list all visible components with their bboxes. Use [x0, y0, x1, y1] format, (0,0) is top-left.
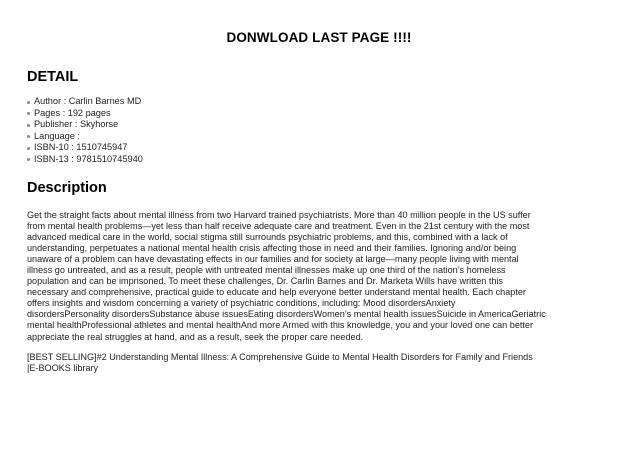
detail-item-author [27, 96, 143, 108]
detail-list [27, 96, 143, 165]
bullet-icon [27, 101, 30, 104]
detail-item-label: Author : Carlin Barnes MD [34, 96, 142, 106]
book-title-footer: [BEST SELLING]#2 Understanding Mental Illness: A Comprehensive Guide to Mental Health Disorders for Family and Friends |E-BOOKS library [27, 352, 533, 374]
page-title: DONWLOAD LAST PAGE !!!! [226, 30, 412, 45]
detail-item-label: Language : [34, 130, 80, 141]
detail-item-label: Pages : 192 pages [34, 107, 111, 118]
detail-item-isbn10 [27, 142, 143, 154]
bullet-icon [27, 135, 30, 138]
detail-item-label: ISBN-13 : 9781510745940 [34, 153, 143, 164]
bullet-icon [27, 158, 30, 161]
detail-item-label: Publisher : Skyhorse [34, 119, 119, 129]
description-heading: Description [27, 180, 107, 196]
bullet-icon [27, 147, 30, 150]
detail-item-label: ISBN-10 : 1510745947 [34, 142, 128, 152]
detail-item-pages [27, 108, 143, 120]
detail-item-publisher [27, 119, 143, 131]
description-body: Get the straight facts about mental illness from two Harvard trained psychiatrists. More than 40 million people in the US suffer from mental health problems—yet less than half receive adequate care and treatment. Even in the 21st century with the most advanced medical care in the world, social stigma still surrounds psychiatric problems, and this, combined with a lack of understanding, perpetuates a national mental health crisis affecting those in need and their families. Ignoring and/or being unaware of a problem can have devastating effects in our families and for society at large—many people living with mental illness go untreated, and as a result, people with untreated mental illnesses make up one third of the nation’s homeless population and can be imprisoned. To meet these challenges, Dr. Carlin Barnes and Dr. Marketa Wills have written this necessary and comprehensive, practical guide to educate and help everyone better understand mental health. Each chapter offers insights and wisdom concerning a variety of psychiatric conditions, including: Mood disordersAnxiety disordersPersonality disordersSubstance abuse issuesEating disordersWomen’s mental health issuesSuicide in AmericaGeriatric mental healthProfessional athletes and mental healthAnd more Armed with this knowledge, you and your loved one can better appreciate the real struggles at hand, and as a result, seek the proper care needed. [27, 210, 546, 342]
detail-item-isbn13 [27, 154, 143, 166]
detail-item-language [27, 131, 143, 143]
bullet-icon [27, 112, 30, 115]
bullet-icon [27, 124, 30, 127]
detail-heading: DETAIL [27, 69, 79, 85]
